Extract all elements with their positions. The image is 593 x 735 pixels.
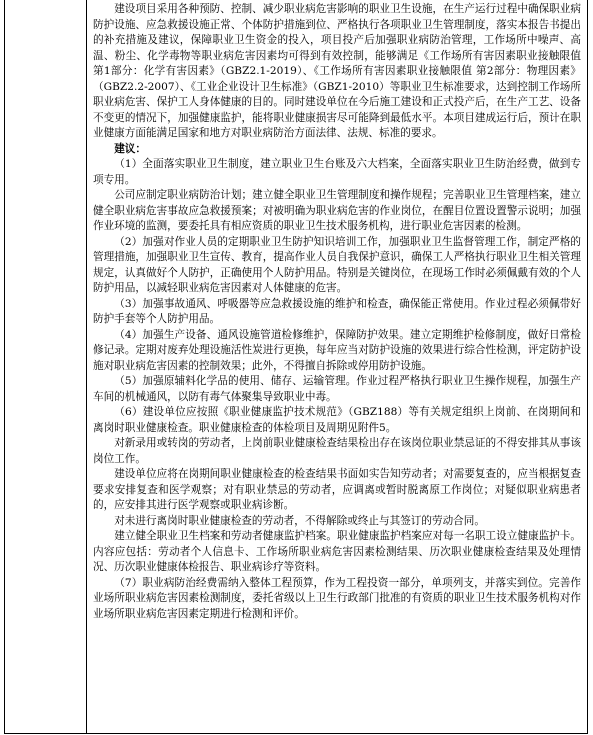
suggestion-paragraph: 对未进行离岗时职业健康检查的劳动者，不得解除或终止与其签订的劳动合同。 [114,514,485,527]
table-label-column [5,0,87,733]
suggestion-paragraph: 对新录用或转岗的劳动者，上岗前职业健康检查结果检出存在该岗位职业禁忌证的不得安排其从事该岗位工作。 [93,437,581,465]
suggestion-paragraph: （5）加强原辅料化学品的使用、储存、运输管理。作业过程严格执行职业卫生操作规程，加强生产车间的机械通风，以防有毒气体聚集导致职业中毒。 [93,375,581,403]
table-content-cell [87,0,587,733]
suggestion-paragraph: （7）职业病防治经费需纳入整体工程预算，作为工程投资一部分，单项列支，并落实到位。完善作业场所职业病危害因素检测制度，委托省级以上卫生行政部门批准的有资质的职业卫生技术服务机构对作业场所职业病危害因素定期进行检测和评价。 [93,576,581,620]
suggestion-paragraph: （3）加强事故通风、呼吸器等应急救援设施的维护和检查，确保能正常使用。作业过程必须佩带好防护手套等个人防护用品。 [93,297,581,325]
suggestion-paragraph: 建设单位应将在岗期间职业健康检查的检查结果书面如实告知劳动者；对需要复查的，应当根据复查要求安排复查和医学观察；对有职业禁忌的劳动者，应调离或暂时脱离原工作岗位；对疑似职业病患者的，应安排其进行医学观察或职业病诊断。 [93,468,581,511]
suggestion-paragraph: （2）加强对作业人员的定期职业卫生防护知识培训工作，加强职业卫生监督管理工作，制定严格的管理措施，加强职业卫生宣传、教育，提高作业人员自我保护意识，确保工人严格执行职业卫生相关管理规定，认真做好个人防护，正确使用个人防护用品。特别是关键岗位，在现场工作时必须佩戴有效的个人防护用品，以减轻职业病危害因素对人体健康的危害。 [93,235,581,294]
suggestion-paragraph: （1）全面落实职业卫生制度，建立职业卫生台账及六大档案，全面落实职业卫生防治经费，做到专项专用。 [93,158,581,186]
suggestions-heading: 建议： [114,142,146,155]
suggestion-paragraph: 公司应制定职业病防治计划；建立健全职业卫生管理制度和操作规程；完善职业卫生管理档案，建立健全职业病危害事故应急救援预案；对被明确为职业病危害的作业岗位，在醒目位置设置警示说明；加强作业环境的监测，要委托具有相应资质的职业卫生技术服务机构，进行职业危害因素的检测。 [93,189,581,232]
suggestion-paragraph: （4）加强生产设备、通风设施管道检修维护，保障防护效果。建立定期维护检修制度，做好日常检修记录。定期对废弃处理设施活性炭进行更换，每年应当对防护设施的效果进行综合性检测，评定防护设施对职业病危害因素的控制效果；此外，不得擅自拆除或停用防护设施。 [93,328,581,372]
intro-paragraph: 建设项目采用各种预防、控制、减少职业病危害影响的职业卫生设施，在生产运行过程中确保职业病防护设施、应急救援设施正常、个体防护措施到位、严格执行各项职业卫生管理制度，落实本报告书提出的补充措施及建议，保障职业卫生资金的投入，项目投产后加强职业病防治管理，工作场所中噪声、高温、粉尘、化学毒物等职业病危害因素均可得到有效控制，能够满足《工作场所有害因素职业接触限值 第1部分：化学有害因素》（GBZ2.1-2019）、《工作场所有害因素职业接触限值 第2部分：物理因素》（GBZ2.2-2007）、《工业企业设计卫生标准》（GBZ1-2010）等职业卫生标准要求，达到控制工作场所职业病危害、保护工人身体健康的目的。同时建设单位在今后施工建设和正式投产后，在生产工艺、设备不变更的情况下，加强健康监护，能将职业健康损害尽可能降到最低水平。本项目建成运行后，预计在职业健康方面能满足国家和地方对职业病防治方面法律、法规、标准的要求。 [93,3,581,139]
suggestion-paragraph: 建立健全职业卫生档案和劳动者健康监护档案。职业健康监护档案应对每一名职工设立健康监护卡。内容应包括：劳动者个人信息卡、工作场所职业病危害因素检测结果、历次职业健康检查结果及处理情况、历次职业健康体检报告、职业病诊疗等资料。 [93,530,581,573]
table-frame [4,0,588,734]
suggestion-paragraph: （6）建设单位应按照《职业健康监护技术规范》（GBZ188）等有关规定组织上岗前、在岗期间和离岗时职业健康检查。职业健康检查的体检项目及周期见附件5。 [93,406,581,434]
